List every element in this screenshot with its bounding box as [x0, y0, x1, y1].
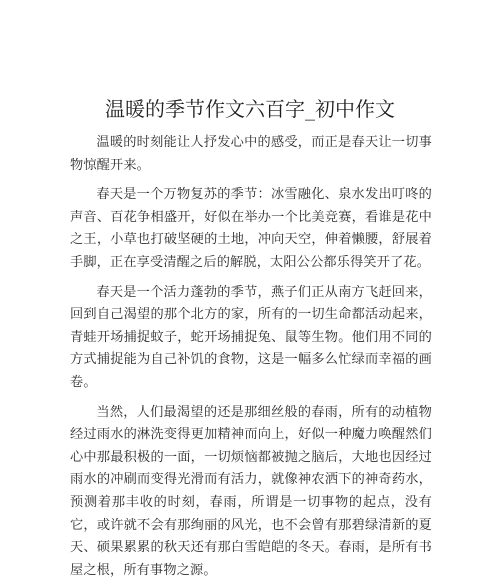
article-body: [70, 132, 432, 582]
paragraph-2: 春天是一个万物复苏的季节：冰雪融化、泉水发出叮咚的声音、百花争相盛开，好似在举办一个比美竞赛，看谁是花中之王，小草也打破坚硬的土地，冲向天空，伸着懒腰，舒展着手脚，正在享受清醒之后的解脱，太阳公公都乐得笑开了花。: [70, 187, 432, 270]
article-title: 温暖的季节作文六百字_初中作文: [105, 97, 395, 121]
paragraph-4: 当然，人们最渴望的还是那细丝般的春雨，所有的动植物经过雨水的淋洗变得更加精神而向上，好似一种魔力唤醒然们心中那最积极的一面，一切烦恼都被抛之脑后，大地也因经过雨水的冲刷而变得光滑而有活力，就像神农洒下的神奇药水，预测着那丰收的时刻，春雨，所谓是一切事物的起点，没有它，或许就不会有那绚丽的风光，也不会曾有那碧绿清新的夏天、硕果累累的秋天还有那白雪皑皑的冬天。春雨，是所有书屋之根，所有事物之源。: [70, 404, 432, 578]
paragraph-3: 春天是一个活力蓬勃的季节，燕子们正从南方飞赶回来，回到自己渴望的那个北方的家，所有的一切生命都活动起来，青蛙开场捕捉蚊子，蛇开场捕捉兔、鼠等生物。他们用不同的方式捕捉能为自己补饥的食物，这是一幅多么忙绿而幸福的画卷。: [70, 284, 432, 390]
paragraph-1: 温暖的时刻能让人抒发心中的感受，而正是春天让一切事物惊醒开来。: [70, 135, 432, 173]
